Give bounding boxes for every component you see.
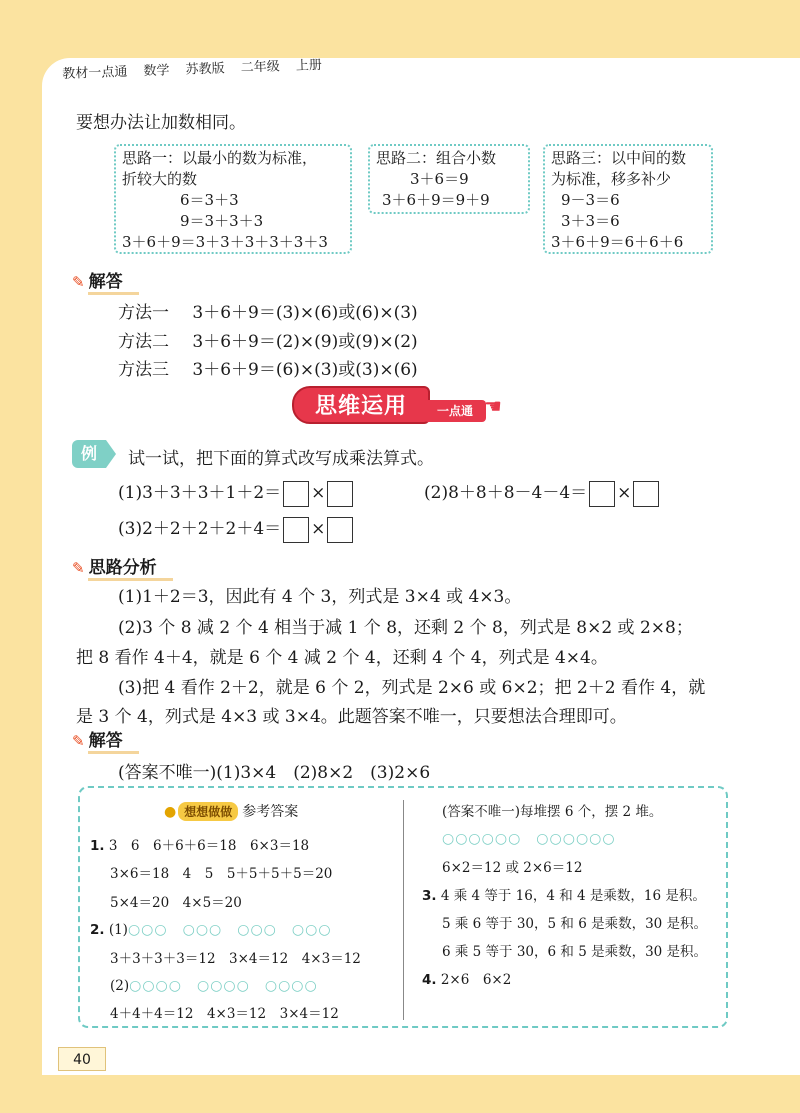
question-text: (2)8＋8＋8－4－4＝ (424, 483, 588, 503)
answer-text: 3 6 6＋6＋6＝18 6×3＝18 (108, 838, 310, 854)
item-number: 4. (422, 972, 437, 988)
method-expr: 3＋6＋9＝(2)×(9)或(9)×(2) (192, 332, 418, 352)
heading-underline (88, 751, 139, 754)
idea-line: 3＋6＋9＝9＋9 (382, 191, 490, 209)
answer-line (90, 919, 332, 939)
intro-text: 要想办法让加数相同。 (76, 113, 246, 133)
answer-text: 4 乘 4 等于 16，4 和 4 是乘数，16 是积。 (440, 888, 706, 904)
bottom-band (0, 1075, 800, 1113)
practice-badge: 想想做做 (178, 802, 238, 821)
header-edition: 苏教版 (185, 61, 225, 78)
answer-box[interactable] (633, 481, 659, 507)
answer-panel-title (164, 801, 298, 821)
answer-line: 4＋4＋4＝12 4×3＝12 3×4＝12 (110, 1006, 339, 1022)
column-divider (403, 800, 404, 1020)
answer-line: 3＋3＋3＋3＝12 3×4＝12 4×3＝12 (110, 951, 361, 967)
analysis-line: 是 3 个 4，列式是 4×3 或 3×4。此题答案不唯一，只要想法合理即可。 (76, 707, 627, 727)
answer-box[interactable] (327, 481, 353, 507)
answer-text: (1) (108, 922, 128, 938)
reference-answer-panel (78, 786, 728, 1028)
idea-line: 9－3＝6 (561, 191, 620, 209)
pencil-icon: ✎ (72, 732, 85, 750)
answer-line (422, 884, 706, 904)
item-number: 2. (90, 922, 105, 938)
solution-text: (答案不唯一)(1)3×4 (2)8×2 (3)2×6 (118, 763, 431, 783)
banner-title: 思维运用 (292, 386, 430, 424)
answer-line (110, 975, 318, 995)
header-grade: 二年级 (240, 59, 281, 76)
answer-box[interactable] (283, 517, 309, 543)
idea-line: 思路二：组合小数 (376, 149, 497, 167)
analysis-line: (1)1＋2＝3，因此有 4 个 3，列式是 3×4 或 4×3。 (118, 587, 522, 607)
question-3 (118, 514, 355, 543)
idea-line: 为标准，移多补少 (551, 170, 672, 188)
analysis-line: (2)3 个 8 减 2 个 4 相当于减 1 个 8，还剩 2 个 8，列式是 8×2 或 2×8； (118, 618, 693, 638)
answer-line: 5 乘 6 等于 30，5 和 6 是乘数，30 是积。 (442, 916, 708, 932)
idea-line: 3＋6＋9＝6＋6＋6 (551, 233, 684, 251)
answer-text: (2) (110, 978, 130, 994)
answer-box[interactable] (327, 517, 353, 543)
method-expr: 3＋6＋9＝(3)×(6)或(6)×(3) (192, 303, 418, 323)
answer-box[interactable] (589, 481, 615, 507)
idea-line: 3＋6＋9＝3＋3＋3＋3＋3＋3 (122, 233, 328, 251)
method-row (118, 327, 418, 352)
times-sign: × (617, 483, 632, 503)
idea-box-2 (368, 144, 530, 214)
idea-line: 折较大的数 (122, 170, 198, 188)
method-expr: 3＋6＋9＝(6)×(3)或(3)×(6) (192, 360, 418, 380)
example-prompt: 试一试，把下面的算式改写成乘法算式。 (128, 449, 434, 469)
heading-underline (88, 292, 139, 295)
page-number: 40 (58, 1047, 106, 1071)
item-number: 3. (422, 888, 437, 904)
answer-text: 2×6 6×2 (440, 972, 512, 988)
chick-icon: ● (164, 804, 177, 820)
pencil-icon: ✎ (72, 559, 85, 577)
section-banner (292, 386, 508, 426)
answer-box[interactable] (283, 481, 309, 507)
solution-label: 解答 (88, 272, 123, 292)
answer-title: 参考答案 (242, 804, 299, 820)
idea-box-1 (114, 144, 352, 254)
method-name: 方法三 (118, 360, 169, 380)
question-text: (1)3＋3＋3＋1＋2＝ (118, 483, 282, 503)
question-2 (424, 478, 661, 507)
idea-line: 思路三：以中间的数 (551, 149, 687, 167)
idea-line: 思路一：以最小的数为标准， (122, 149, 318, 167)
solution-heading-2 (72, 726, 123, 751)
header-subject: 数学 (143, 63, 170, 80)
answer-line: 6 乘 5 等于 30，6 和 5 是乘数，30 是积。 (442, 944, 708, 960)
solution-heading-1 (72, 267, 123, 292)
method-name: 方法一 (118, 303, 169, 323)
pointing-hand-icon: ☚ (484, 394, 502, 418)
method-row (118, 298, 418, 323)
times-sign: × (311, 519, 326, 539)
pencil-icon: ✎ (72, 273, 85, 291)
question-text: (3)2＋2＋2＋2＋4＝ (118, 519, 282, 539)
answer-line: 6×2＝12 或 2×6＝12 (442, 860, 583, 876)
method-name: 方法二 (118, 332, 169, 352)
idea-box-3 (543, 144, 713, 254)
banner-tag: 一点通 (424, 400, 486, 422)
idea-line: 6＝3＋3 (180, 191, 239, 209)
circle-groups: ○○○○○○ ○○○○○○ (442, 831, 616, 847)
answer-line: 5×4＝20 4×5＝20 (110, 895, 242, 911)
analysis-line: (3)把 4 看作 2＋2，就是 6 个 2，列式是 2×6 或 6×2；把 2＋2 看作 4，就 (118, 678, 706, 698)
answer-line (442, 828, 616, 848)
example-badge: 例 (72, 440, 106, 468)
analysis-line: 把 8 看作 4＋4，就是 6 个 4 减 2 个 4，还剩 4 个 4，列式是 4×4。 (76, 648, 608, 668)
question-1 (118, 478, 355, 507)
idea-line: 9＝3＋3＋3 (180, 212, 264, 230)
item-number: 1. (90, 838, 105, 854)
answer-line (422, 968, 511, 988)
circle-groups: ○○○ ○○○ ○○○ ○○○ (127, 922, 332, 938)
analysis-heading (72, 553, 157, 578)
answer-line: 3×6＝18 4 5 5＋5＋5＋5＝20 (110, 866, 333, 882)
solution-label: 解答 (88, 731, 123, 751)
method-row (118, 355, 418, 380)
header-book: 教材一点通 (62, 64, 128, 82)
circle-groups: ○○○○ ○○○○ ○○○○ (129, 978, 318, 994)
idea-line: 3＋3＝6 (561, 212, 620, 230)
analysis-label: 思路分析 (88, 558, 157, 578)
idea-line: 3＋6＝9 (410, 170, 469, 188)
answer-line: (答案不唯一)每堆摆 6 个，摆 2 堆。 (442, 804, 663, 820)
heading-underline (88, 578, 173, 581)
times-sign: × (311, 483, 326, 503)
header-volume: 上册 (295, 57, 323, 74)
answer-line (90, 834, 309, 854)
